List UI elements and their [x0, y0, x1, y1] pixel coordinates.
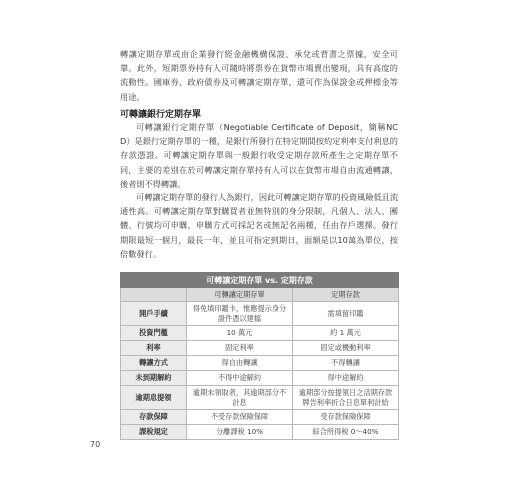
row-label: 存款保障	[121, 410, 187, 425]
table-title: 可轉讓定期存單 vs. 定期存款	[121, 273, 399, 288]
cell-ncd: 得免填印鑑卡，惟應提示身分證件憑以建檔	[187, 302, 293, 326]
cell-time-deposit: 受存款保險保障	[293, 410, 399, 425]
table-header-time-deposit: 定期存款	[293, 288, 399, 302]
cell-ncd: 不得中途解約	[187, 371, 293, 386]
cell-time-deposit: 約 1 萬元	[293, 326, 399, 341]
cell-time-deposit: 需填留印鑑	[293, 302, 399, 326]
row-label: 利率	[121, 341, 187, 356]
cell-time-deposit: 不得轉讓	[293, 356, 399, 371]
table-row	[121, 410, 399, 425]
table-row	[121, 341, 399, 356]
cell-time-deposit: 綜合所得稅 0～40%	[293, 425, 399, 440]
row-label: 投資門檻	[121, 326, 187, 341]
row-label: 轉讓方式	[121, 356, 187, 371]
table-row	[121, 326, 399, 341]
page-number: 70	[90, 440, 101, 449]
cell-ncd: 不受存款保險保障	[187, 410, 293, 425]
cell-ncd: 10 萬元	[187, 326, 293, 341]
cell-ncd: 得自由轉讓	[187, 356, 293, 371]
paragraph-ncd-issuance: 可轉讓定期存單的發行人為銀行，因此可轉讓定期存單的投資風險低且流通性高。可轉讓定期存單對購買者並無特別的身分限制，凡個人、法人、團體、行號均可申購，申購方式可採記名或無記名兩種，任由存戶選擇。發行期限最短一個月，最長一年，並且可指定到期日，面額是以10萬為單位，按倍數發行。	[120, 192, 399, 259]
table-header-row	[121, 288, 399, 302]
table-row	[121, 302, 399, 326]
table-header-corner	[121, 288, 187, 302]
cell-ncd: 逾期未領取者，其逾期部分不計息	[187, 386, 293, 410]
cell-ncd: 分離課稅 10%	[187, 425, 293, 440]
table-header-ncd: 可轉讓定期存單	[187, 288, 293, 302]
cell-ncd: 固定利率	[187, 341, 293, 356]
comparison-table	[120, 272, 399, 440]
cell-time-deposit: 逾期部分按提領日之活期存款牌告利率折合日息單利計給	[293, 386, 399, 410]
section-heading-ncd: 可轉讓銀行定期存單	[120, 110, 202, 120]
paragraph-ncd-definition: 可轉讓銀行定期存單（Negotiable Certificate of Deposit，簡稱NCD）是銀行定期存單的一種，是銀行所發行在特定期間按約定利率支付利息的存款憑證。可轉讓定期存單與一般銀行收受定期存款所產生之定期存單不同，主要的差別在於可轉讓定期存單持有人可以在貨幣市場自由流通轉讓，後者則不得轉讓。	[120, 122, 398, 189]
cell-time-deposit: 得中途解約	[293, 371, 399, 386]
table-row	[121, 386, 399, 410]
row-label: 開戶手續	[121, 302, 187, 326]
table-row	[121, 425, 399, 440]
paragraph-money-market-safety: 轉讓定期存單或由企業發行經金融機構保證、承兌或背書之票據，安全可靠。此外，短期票券持有人可隨時將票券在貨幣市場賣出變現，具有高度的流動性。國庫券、政府債券及可轉讓定期存單，還可作為保證金或押標金等用途。	[120, 49, 398, 102]
table-title-row	[121, 273, 399, 288]
row-label: 課稅規定	[121, 425, 187, 440]
cell-time-deposit: 固定或機動利率	[293, 341, 399, 356]
table-row	[121, 371, 399, 386]
row-label: 未到期解約	[121, 371, 187, 386]
table-row	[121, 356, 399, 371]
row-label: 逾期息提領	[121, 386, 187, 410]
